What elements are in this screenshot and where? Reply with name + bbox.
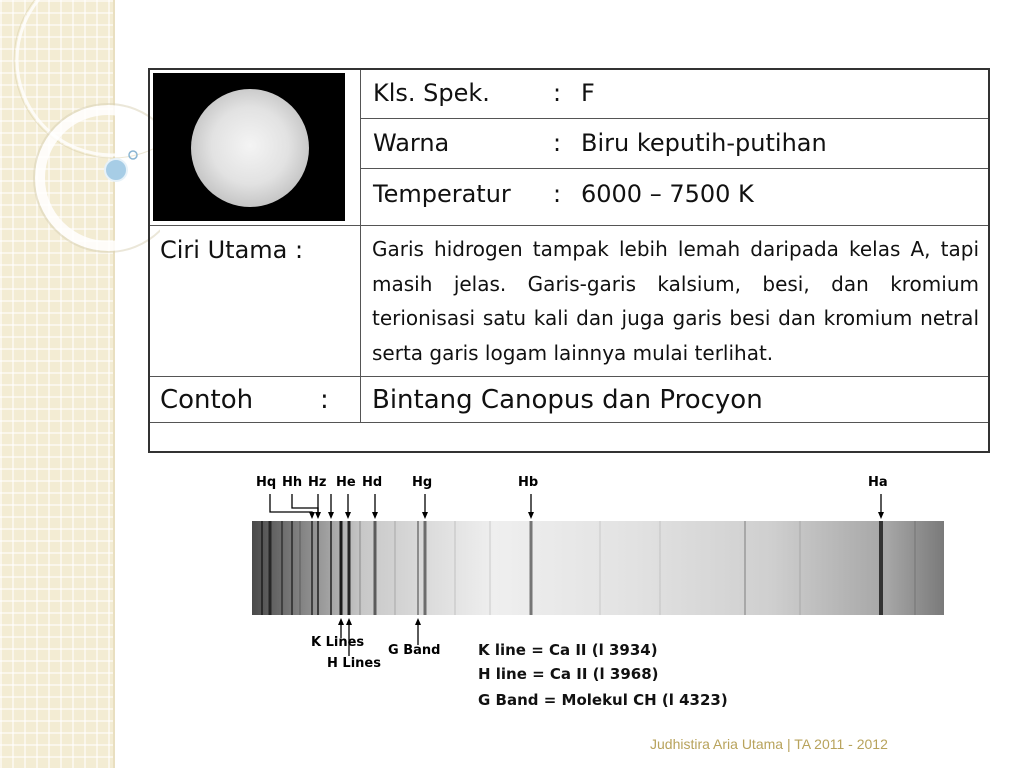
example-label: Contoh <box>160 384 254 415</box>
g-band-label: G Band <box>388 643 441 658</box>
absorption-line <box>879 521 883 615</box>
main-features-label: Ciri Utama : <box>160 236 304 264</box>
h-gamma-label: Hg <box>412 475 433 490</box>
absorption-line <box>374 521 377 615</box>
example-separator: : <box>320 384 329 415</box>
absorption-line <box>530 521 533 615</box>
absorption-line <box>291 521 293 615</box>
absorption-line <box>395 521 396 615</box>
absorption-line <box>417 521 419 615</box>
h-alpha-label: Ha <box>868 475 888 490</box>
row-separator: : <box>553 128 562 157</box>
row-separator: : <box>553 180 562 209</box>
h-lines-label: H Lines <box>327 656 381 671</box>
example-value: Bintang Canopus dan Procyon <box>372 384 763 415</box>
row-label: Temperatur <box>373 180 511 209</box>
absorption-line <box>340 521 343 615</box>
main-features-text: Garis hidrogen tampak lebih lemah daripada kelas A, tapi masih jelas. Garis-garis kalsium, besi, dan kromium terionisasi satu kali dan juga garis besi dan kromium netral serta garis logam lainnya mulai terlihat. <box>372 237 979 365</box>
k-line-note: K line = Ca II (l 3934) <box>478 641 658 659</box>
absorption-line <box>348 521 351 615</box>
absorption-line <box>915 521 916 615</box>
h-zeta-label: Hz <box>308 475 327 490</box>
absorption-line <box>744 521 746 615</box>
absorption-line <box>360 521 361 615</box>
h-beta-label: Hb <box>518 475 539 490</box>
absorption-line <box>800 521 801 615</box>
absorption-line <box>490 521 491 615</box>
h-line-note: H line = Ca II (l 3968) <box>478 665 659 683</box>
spectrum-band <box>252 521 944 615</box>
row-label: Kls. Spek. <box>373 78 490 107</box>
row-value: F <box>581 78 595 107</box>
h-theta-label: Hq <box>256 475 277 490</box>
absorption-line <box>330 521 332 615</box>
absorption-line <box>300 521 301 615</box>
absorption-line <box>660 521 661 615</box>
absorption-line <box>311 521 313 615</box>
row-separator: : <box>553 78 562 107</box>
row-value: Biru keputih-putihan <box>581 128 827 157</box>
absorption-line <box>600 521 601 615</box>
row-label: Warna <box>373 128 450 157</box>
absorption-line <box>317 521 319 615</box>
absorption-line <box>269 521 272 615</box>
absorption-line <box>281 521 283 615</box>
h-eta-label: Hh <box>282 475 303 490</box>
absorption-line <box>261 521 263 615</box>
absorption-line <box>424 521 427 615</box>
h-delta-label: Hd <box>362 475 383 490</box>
absorption-line <box>455 521 456 615</box>
footer-credit: Judhistira Aria Utama | TA 2011 - 2012 <box>650 736 888 752</box>
k-lines-label: K Lines <box>311 635 365 650</box>
h-epsilon-label: He <box>336 475 356 490</box>
g-band-note: G Band = Molekul CH (l 4323) <box>478 691 728 709</box>
row-value: 6000 – 7500 K <box>581 180 754 209</box>
